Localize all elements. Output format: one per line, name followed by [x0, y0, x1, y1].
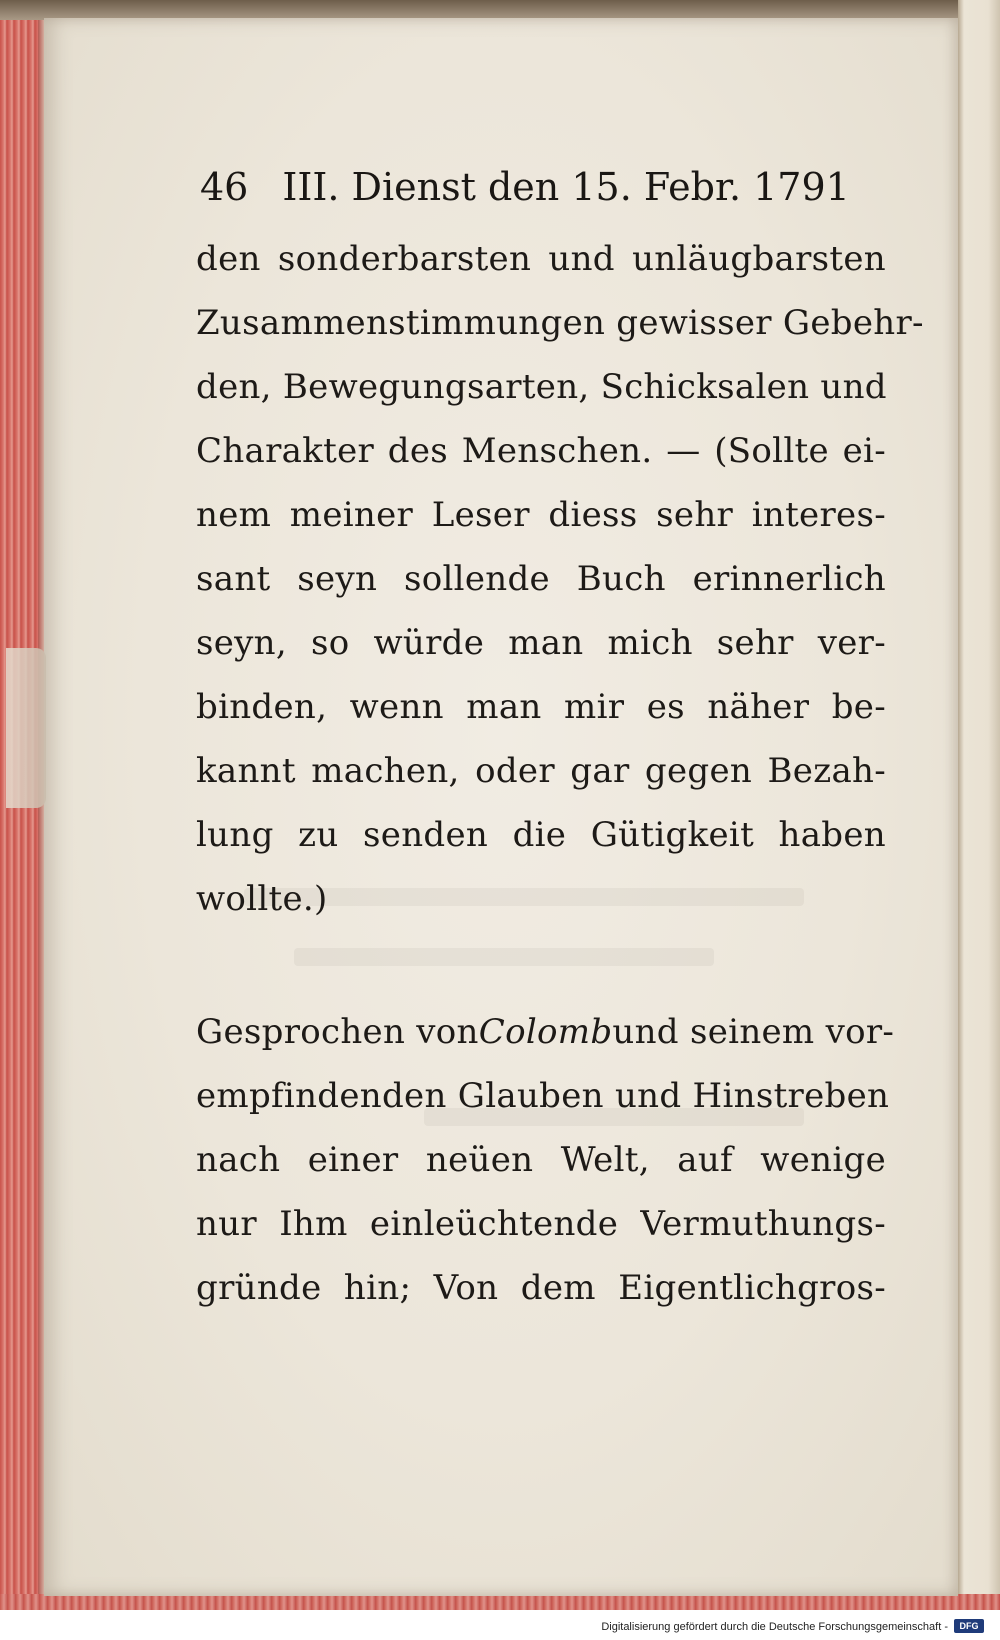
text-line: lung zu senden die Gütigkeit haben: [196, 815, 886, 855]
book-bottom-edge: [0, 1594, 1000, 1610]
text-line: kannt machen, oder gar gegen Bezah-: [196, 751, 886, 791]
text-line: den, Bewegungsarten, Schicksalen und: [196, 367, 887, 407]
running-header: [200, 165, 850, 215]
text-line: sant seyn sollende Buch erinnerlich: [196, 559, 886, 599]
show-through-mark: [294, 948, 714, 966]
text-line: Charakter des Menschen. — (Sollte ei-: [196, 431, 886, 471]
text-line: empfindenden Glauben und Hinstreben: [196, 1076, 890, 1116]
text-line: binden, wenn man mir es näher be-: [196, 687, 886, 727]
bookmark-tab: [6, 648, 46, 808]
funding-credit: Digitalisierung gefördert durch die Deutsche Forschungsgemeinschaft -: [601, 1621, 948, 1633]
text-line: nem meiner Leser diess sehr interes-: [196, 495, 886, 535]
book-top-edge: [0, 0, 1000, 20]
text-line: seyn, so würde man mich sehr ver-: [196, 623, 886, 663]
text-line-first: [196, 1008, 895, 1056]
text-fragment: und seinem vor-: [612, 1012, 895, 1052]
text-line: den sonderbarsten und unläugbarsten: [196, 239, 886, 279]
text-line: gründe hin; Von dem Eigentlichgros-: [196, 1268, 886, 1308]
text-fragment: Gesprochen von: [196, 1012, 479, 1052]
italic-name: Colomb: [478, 1012, 613, 1052]
book-left-edge: [0, 20, 46, 1610]
running-head-title: III. Dienst den 15. Febr. 1791: [282, 165, 850, 209]
text-line: nur Ihm einleüchtende Vermuthungs-: [196, 1204, 886, 1244]
next-page-edge: [958, 0, 1000, 1610]
dfg-logo: DFG: [954, 1619, 984, 1633]
digitization-footer: [0, 1612, 1000, 1640]
text-line: nach einer neüen Welt, auf wenige: [196, 1140, 886, 1180]
text-line: wollte.): [196, 879, 328, 919]
text-line: Zusammenstimmungen gewisser Gebehr-: [196, 303, 924, 343]
page-number: 46: [200, 165, 249, 209]
